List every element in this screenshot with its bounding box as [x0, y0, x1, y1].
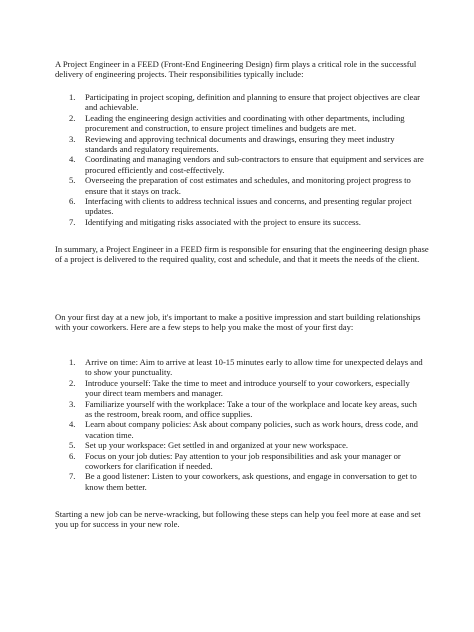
list-item — [55, 196, 425, 217]
list-item — [55, 451, 425, 472]
list-item-text: Be a good listener: Listen to your coworkers, ask questions, and engage in conversation to get to know them better. — [85, 471, 417, 492]
list-item-number: 2. — [69, 112, 76, 123]
list-item-text: Introduce yourself: Take the time to meet and introduce yourself to your coworkers, especially your direct team members and manager. — [85, 377, 410, 399]
list-item-text: Arrive on time: Aim to arrive at least 10-15 minutes early to allow time for unexpected delays and to show your punctuality. — [85, 357, 423, 378]
list-item-number: 1. — [69, 92, 76, 102]
list-item — [55, 471, 425, 492]
list-item — [55, 419, 425, 440]
feed-summary-paragraph: In summary, a Project Engineer in a FEED firm is responsible for ensuring that the engineering design phase of a project is delivered to the required quality, cost and schedule, and that it meets the needs of the client. — [55, 244, 429, 265]
list-item-number: 2. — [69, 377, 76, 388]
list-item-text: Reviewing and approving technical documents and drawings, ensuring they meet industry standards and regulatory requirements. — [85, 133, 395, 155]
list-item-number: 3. — [69, 133, 76, 144]
list-item-text: Participating in project scoping, definition and planning to ensure that project objectives are clear and achievable. — [85, 92, 421, 113]
first-day-steps-list — [55, 357, 425, 492]
list-item-text: Interfacing with clients to address technical issues and concerns, and presenting regular project updates. — [85, 196, 412, 217]
list-item-number: 6. — [69, 196, 76, 207]
first-day-intro-paragraph: On your first day at a new job, it's important to make a positive impression and start building relationships with your coworkers. Here are a few steps to help you make the most of your first day: — [55, 312, 421, 333]
list-item — [55, 134, 425, 155]
list-item — [55, 440, 425, 450]
list-item-number: 5. — [69, 175, 76, 186]
list-item-text: Learn about company policies: Ask about company policies, such as work hours, dress code, and vacation time. — [85, 419, 418, 440]
list-item-text: Coordinating and managing vendors and sub-contractors to ensure that equipment and services are procured efficiently and cost-effectively. — [85, 154, 424, 175]
list-item-number: 1. — [69, 357, 76, 367]
list-item — [55, 217, 425, 227]
first-day-closing-paragraph: Starting a new job can be nerve-wracking, but following these steps can help you feel more at ease and set you up for success in your new role. — [55, 509, 421, 530]
list-item — [55, 113, 425, 134]
responsibilities-list — [55, 92, 425, 227]
list-item-number: 7. — [69, 216, 76, 227]
list-item-text: Set up your workspace: Get settled in and organized at your new workspace. — [85, 440, 349, 451]
list-item — [55, 357, 425, 378]
list-item — [55, 175, 425, 196]
list-item — [55, 399, 425, 420]
list-item — [55, 92, 425, 113]
list-item-text: Identifying and mitigating risks associated with the project to ensure its success. — [85, 216, 361, 227]
list-item-text: Overseeing the preparation of cost estimates and schedules, and monitoring project progress to ensure that it stays on track. — [85, 175, 411, 196]
list-item-number: 5. — [69, 440, 76, 451]
list-item — [55, 154, 425, 175]
list-item-number: 6. — [69, 450, 76, 461]
list-item — [55, 378, 425, 399]
list-item-text: Leading the engineering design activities and coordinating with other departments, including procurement and construction, to ensure project timelines and budgets are met. — [85, 112, 405, 134]
list-item-number: 3. — [69, 398, 76, 409]
list-item-number: 4. — [69, 154, 76, 165]
list-item-number: 4. — [69, 419, 76, 430]
list-item-text: Focus on your job duties: Pay attention to your job responsibilities and ask your manager or coworkers for clarification if needed. — [85, 450, 401, 472]
feed-intro-paragraph: A Project Engineer in a FEED (Front-End Engineering Design) firm plays a critical role in the successful delivery of engineering projects. Their responsibilities typically include: — [55, 59, 417, 80]
list-item-number: 7. — [69, 471, 76, 482]
list-item-text: Familiarize yourself with the workplace: Take a tour of the workplace and locate key areas, such as the restroom, break room, and office supplies. — [85, 398, 417, 420]
